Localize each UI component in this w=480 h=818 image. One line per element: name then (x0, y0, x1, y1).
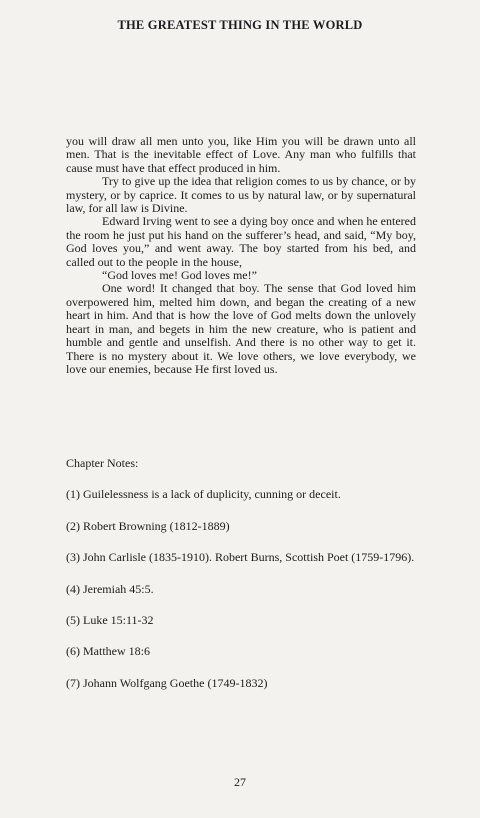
note-item: (7) Johann Wolfgang Goethe (1749-1832) (66, 675, 268, 690)
running-header: THE GREATEST THING IN THE WORLD (117, 18, 363, 32)
note-item: (6) Matthew 18:6 (66, 644, 150, 659)
page-number: 27 (234, 775, 246, 789)
paragraph-religion-law: Try to give up the idea that religion comes to us by chance, or by mystery, or by caprice. It comes to us by natural law, or by supernatural law, for all law is Divine. (66, 174, 416, 216)
note-item: (2) Robert Browning (1812-1889) (66, 518, 230, 533)
note-item: (4) Jeremiah 45:5. (66, 581, 154, 596)
main-text (66, 135, 416, 376)
note-item: (1) Guilelessness is a lack of duplicity, cunning or deceit. (66, 487, 341, 502)
chapter-notes (66, 457, 416, 708)
note-item: (5) Luke 15:11-32 (66, 613, 154, 628)
paragraph-edward-irving: Edward Irving went to see a dying boy once and when he entered the room he just put his hand on the sufferer’s head, and said, “My boy, God loves you,” and went away. The boy started from his bed, and called out to the people in the house, (66, 214, 416, 269)
paragraph-continuation: you will draw all men unto you, like Him you will be drawn unto all men. That is the inevitable effect of Love. Any man who fulfills that cause must have that effect produced in him. (66, 134, 416, 175)
quote-god-loves-me: “God loves me! God loves me!” (102, 268, 257, 283)
chapter-notes-title: Chapter Notes: (66, 456, 139, 470)
paragraph-one-word: One word! It changed that boy. The sense that God loved him overpowered him, melted him down, and began the creating of a new heart in him. And that is how the love of God melts down the unlovely heart in man, and begets in him the new creature, who is patient and humble and gentle and unselfish. And there is no other way to get it. There is no mystery about it. We love others, we love everybody, we love our enemies, because He first loved us. (66, 281, 416, 376)
note-item: (3) John Carlisle (1835-1910). Robert Burns, Scottish Poet (1759-1796). (66, 550, 415, 565)
